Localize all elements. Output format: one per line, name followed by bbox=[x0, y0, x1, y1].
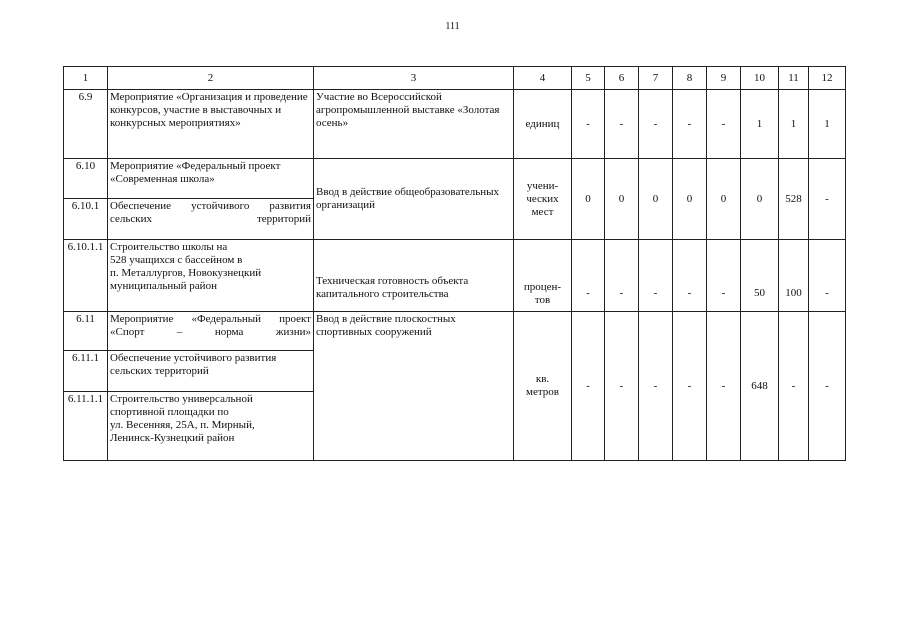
event-cell: Обеспечение устойчивого развития сельских территорий bbox=[108, 351, 314, 392]
indicator-cell: Ввод в действие общеобразовательных организаций bbox=[314, 159, 514, 240]
value-cell: 1 bbox=[741, 90, 779, 159]
indicator-cell: Техническая готовность объекта капитального строительства bbox=[314, 240, 514, 312]
value-cell: - bbox=[605, 90, 639, 159]
event-cell: Мероприятие «Организация и проведение конкурсов, участие в выставочных и конкурсных мероприятиях» bbox=[108, 90, 314, 159]
table-row bbox=[64, 90, 846, 159]
value-cell: - bbox=[809, 159, 846, 240]
indicators-table bbox=[63, 66, 846, 461]
value-cell: - bbox=[639, 240, 673, 312]
header-cell: 12 bbox=[809, 67, 846, 90]
event-line: п. Металлургов, Новокузнецкий bbox=[110, 267, 262, 279]
value-cell: - bbox=[779, 312, 809, 461]
value-cell: - bbox=[809, 312, 846, 461]
unit-line: процен- bbox=[523, 281, 562, 293]
unit-cell bbox=[514, 240, 572, 312]
value-cell: - bbox=[572, 90, 605, 159]
value-cell: - bbox=[673, 312, 707, 461]
value-cell: - bbox=[707, 240, 741, 312]
row-code: 6.10.1 bbox=[64, 199, 108, 240]
event-line: Ленинск-Кузнецкий район bbox=[110, 432, 235, 444]
event-cell: Мероприятие «Федеральный проект «Спорт – норма жизни» bbox=[108, 312, 314, 351]
event-cell bbox=[108, 240, 314, 312]
value-cell: - bbox=[639, 90, 673, 159]
header-cell: 2 bbox=[108, 67, 314, 90]
event-line: Строительство универсальной bbox=[110, 393, 253, 405]
value-cell: 1 bbox=[779, 90, 809, 159]
unit-cell bbox=[514, 159, 572, 240]
event-line: 528 учащихся с бассейном в bbox=[110, 254, 243, 266]
event-cell: Обеспечение устойчивого развития сельских территорий bbox=[108, 199, 314, 240]
value-cell: - bbox=[605, 312, 639, 461]
value-cell: 0 bbox=[605, 159, 639, 240]
unit-line: мест bbox=[531, 205, 554, 218]
value-cell: - bbox=[707, 312, 741, 461]
header-cell: 1 bbox=[64, 67, 108, 90]
event-cell: Мероприятие «Федеральный проект «Современная школа» bbox=[108, 159, 314, 199]
value-cell: 0 bbox=[741, 159, 779, 240]
value-cell: - bbox=[707, 90, 741, 159]
event-line: муниципальный район bbox=[110, 280, 217, 292]
value-cell: - bbox=[639, 312, 673, 461]
value-cell: - bbox=[673, 90, 707, 159]
unit-line: кв. bbox=[535, 373, 550, 385]
header-cell: 4 bbox=[514, 67, 572, 90]
value-cell: 0 bbox=[673, 159, 707, 240]
value-cell: - bbox=[572, 240, 605, 312]
header-cell: 3 bbox=[314, 67, 514, 90]
unit-line: метров bbox=[526, 386, 559, 398]
value-cell: 100 bbox=[779, 240, 809, 312]
row-code: 6.10.1.1 bbox=[64, 240, 108, 312]
header-cell: 6 bbox=[605, 67, 639, 90]
table-row bbox=[64, 240, 846, 312]
indicator-cell: Ввод в действие плоскостных спортивных сооружений bbox=[314, 312, 514, 461]
header-cell: 7 bbox=[639, 67, 673, 90]
row-code: 6.9 bbox=[64, 90, 108, 159]
header-cell: 5 bbox=[572, 67, 605, 90]
unit-cell bbox=[514, 312, 572, 461]
unit-cell: единиц bbox=[514, 90, 572, 159]
indicator-cell: Участие во Всероссийской агропромышленной выставке «Золотая осень» bbox=[314, 90, 514, 159]
value-cell: 50 bbox=[741, 240, 779, 312]
table-row bbox=[64, 159, 846, 199]
value-cell: - bbox=[809, 240, 846, 312]
header-cell: 10 bbox=[741, 67, 779, 90]
unit-line: тов bbox=[534, 294, 551, 306]
value-cell: 0 bbox=[639, 159, 673, 240]
header-cell: 8 bbox=[673, 67, 707, 90]
value-cell: - bbox=[673, 240, 707, 312]
header-row bbox=[64, 67, 846, 90]
event-cell bbox=[108, 392, 314, 461]
event-line: ул. Весенняя, 25А, п. Мирный, bbox=[110, 419, 255, 431]
header-cell: 9 bbox=[707, 67, 741, 90]
unit-line: ческих bbox=[526, 192, 559, 205]
row-code: 6.10 bbox=[64, 159, 108, 199]
row-code: 6.11.1.1 bbox=[64, 392, 108, 461]
row-code: 6.11.1 bbox=[64, 351, 108, 392]
row-code: 6.11 bbox=[64, 312, 108, 351]
event-line: Строительство школы на bbox=[110, 241, 228, 253]
value-cell: 528 bbox=[779, 159, 809, 240]
value-cell: - bbox=[605, 240, 639, 312]
unit-line: учени- bbox=[526, 179, 559, 192]
value-cell: 648 bbox=[741, 312, 779, 461]
value-cell: 1 bbox=[809, 90, 846, 159]
value-cell: 0 bbox=[707, 159, 741, 240]
value-cell: 0 bbox=[572, 159, 605, 240]
event-line: спортивной площадки по bbox=[110, 406, 229, 418]
value-cell: - bbox=[572, 312, 605, 461]
table-row bbox=[64, 312, 846, 351]
header-cell: 11 bbox=[779, 67, 809, 90]
page-number: 111 bbox=[445, 21, 460, 32]
